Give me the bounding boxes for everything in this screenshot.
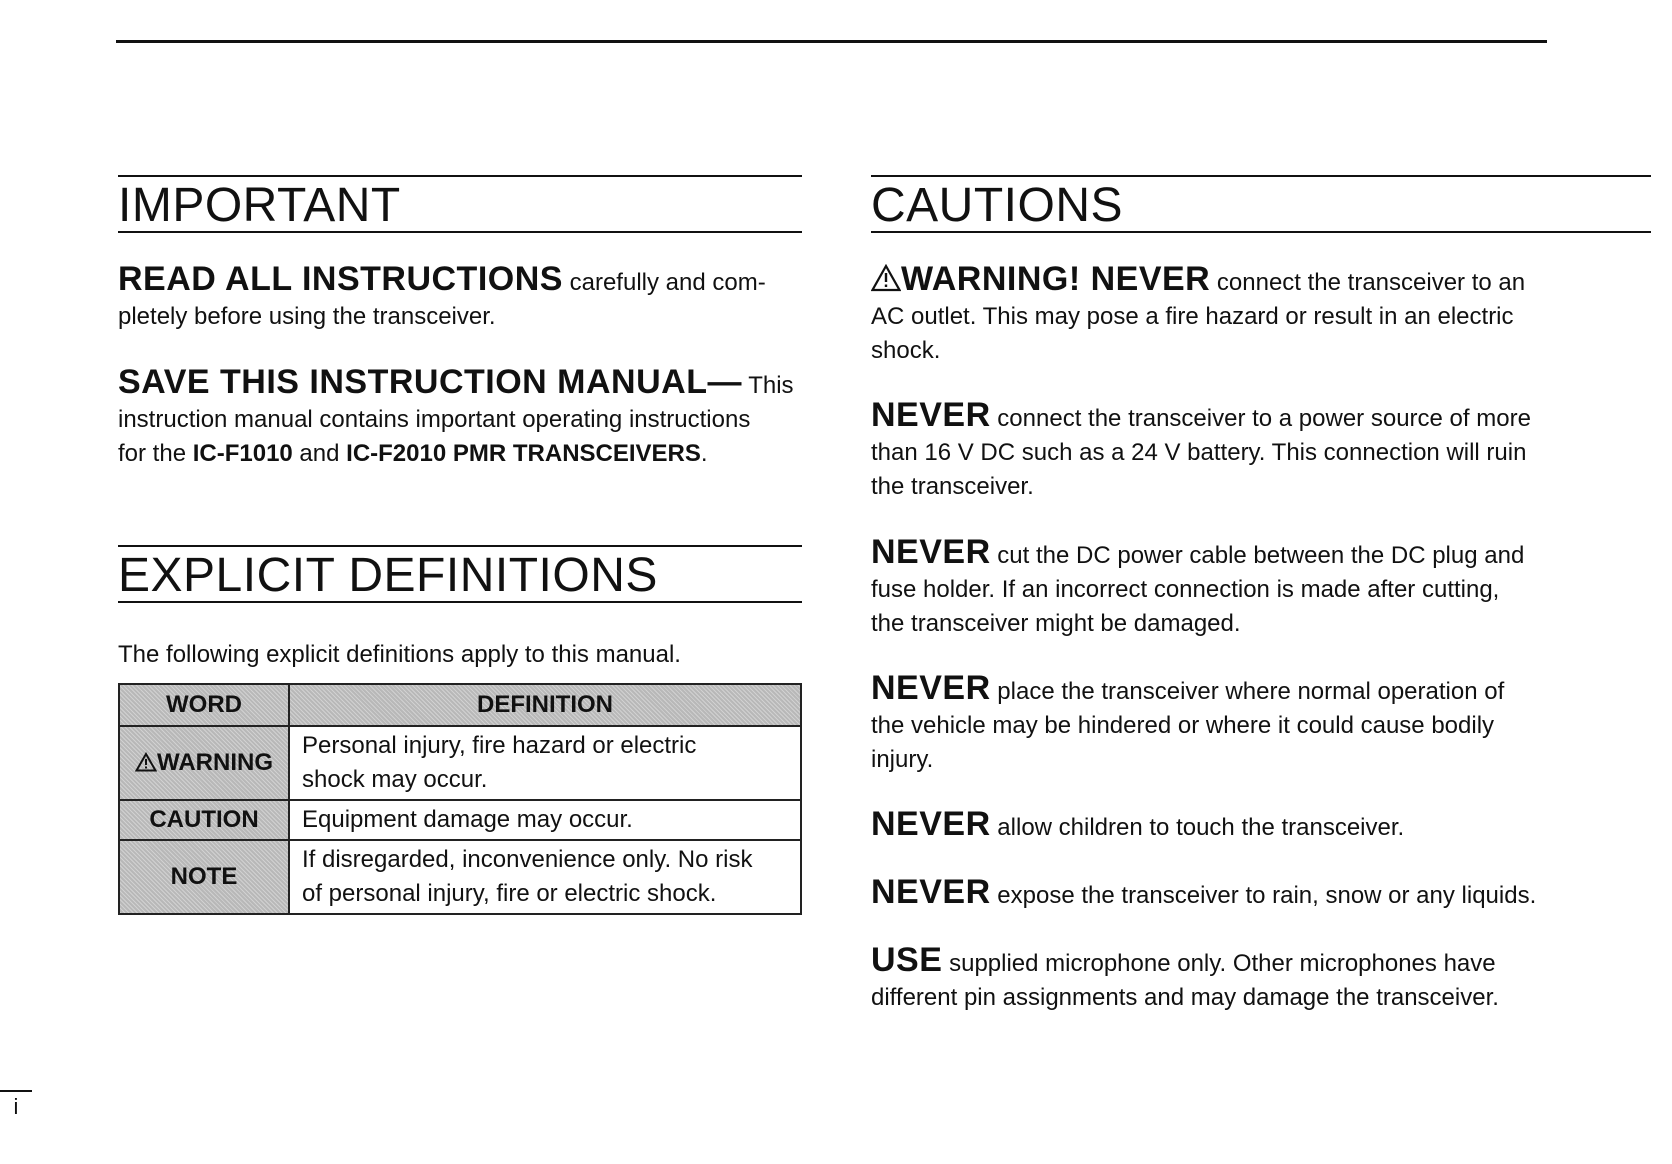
definitions-intro [118,638,802,672]
table-row [119,840,801,914]
word-note: NOTE [170,863,238,890]
caution-text: connect the transceiver to a power source of more [990,405,1531,432]
save-text-1: This [741,372,794,399]
save-text-3c: . [700,440,708,467]
caution-lead: NEVER [871,396,991,434]
save-model-1: IC-F1010 [192,440,293,467]
caution-item [871,671,1551,777]
table-header-row [119,684,801,726]
definition-text: of personal injury, fire or electric shock. [302,880,717,907]
caution-text: AC outlet. This may pose a fire hazard or result in an electric [871,303,1514,330]
caution-text: expose the transceiver to rain, snow or any liquids. [990,882,1537,909]
caution-lead: WARNING! NEVER [901,260,1211,298]
cautions-section [871,175,1651,233]
definition-text: shock may occur. [302,766,488,793]
definition-caution [289,800,801,840]
caution-lead: NEVER [871,669,991,707]
warning-triangle-icon [135,752,157,772]
page-number: i [13,1094,19,1119]
word-cell-note [119,840,289,914]
caution-text: allow children to touch the transceiver. [990,814,1405,841]
caution-item [871,807,1551,845]
table-row [119,800,801,840]
caution-text: than 16 V DC such as a 24 V battery. This connection will ruin [871,439,1527,466]
top-rule [116,40,1547,43]
caution-text: fuse holder. If an incorrect connection is made after cutting, [871,576,1500,603]
save-text-3b: and [292,440,347,467]
read-text-1: carefully and com- [562,269,766,296]
word-cell-caution [119,800,289,840]
caution-text: place the transceiver where normal operation of [990,678,1505,705]
read-text-2: pletely before using the transceiver. [118,303,496,330]
definitions-section [118,545,802,603]
caution-text: the transceiver. [871,473,1034,500]
caution-text: connect the transceiver to an [1210,269,1526,296]
caution-lead: NEVER [871,873,991,911]
caution-text: different pin assignments and may damage the transceiver. [871,984,1499,1011]
caution-text: the transceiver might be damaged. [871,610,1241,637]
save-text-3a: for the [118,440,193,467]
save-manual-paragraph [118,365,802,471]
definitions-heading: EXPLICIT DEFINITIONS [118,545,802,603]
save-model-2: IC-F2010 PMR TRANSCEIVERS [346,440,701,467]
word-cell-warning [119,726,289,800]
caution-item [871,875,1551,913]
caution-lead: NEVER [871,533,991,571]
cautions-heading: CAUTIONS [871,175,1651,233]
caution-item [871,943,1551,1015]
caution-lead: NEVER [871,805,991,843]
col-definition-header: DEFINITION [289,684,801,726]
warning-triangle-icon [871,264,901,292]
definition-text: Personal injury, fire hazard or electric [302,732,697,759]
word-caution: CAUTION [149,806,259,833]
important-heading: IMPORTANT [118,175,802,233]
definitions-table [118,683,802,915]
word-warning: WARNING [157,749,273,776]
definitions-intro-text: The following explicit definitions apply to this manual. [118,641,681,668]
save-lead: SAVE THIS INSTRUCTION MANUAL— [118,363,742,401]
caution-item [871,262,1551,368]
definition-warning [289,726,801,800]
caution-text: supplied microphone only. Other microphones have [942,950,1496,977]
cautions-list [871,262,1551,1022]
caution-text: the vehicle may be hindered or where it could cause bodily [871,712,1495,739]
definition-text: Equipment damage may occur. [302,806,633,833]
important-section [118,175,802,233]
definition-note [289,840,801,914]
read-lead: READ ALL INSTRUCTIONS [118,260,563,298]
read-instructions-paragraph [118,262,802,334]
page-number-rule [0,1090,32,1092]
save-text-2: instruction manual contains important operating instructions [118,406,751,433]
caution-text: injury. [871,746,934,773]
caution-lead: USE [871,941,943,979]
caution-item [871,535,1551,641]
caution-text: shock. [871,337,941,364]
definition-text: If disregarded, inconvenience only. No risk [302,846,753,873]
table-row [119,726,801,800]
caution-text: cut the DC power cable between the DC plug and [990,542,1525,569]
caution-item [871,398,1551,504]
col-word-header: WORD [119,684,289,726]
definitions-table-wrapper [118,683,802,915]
